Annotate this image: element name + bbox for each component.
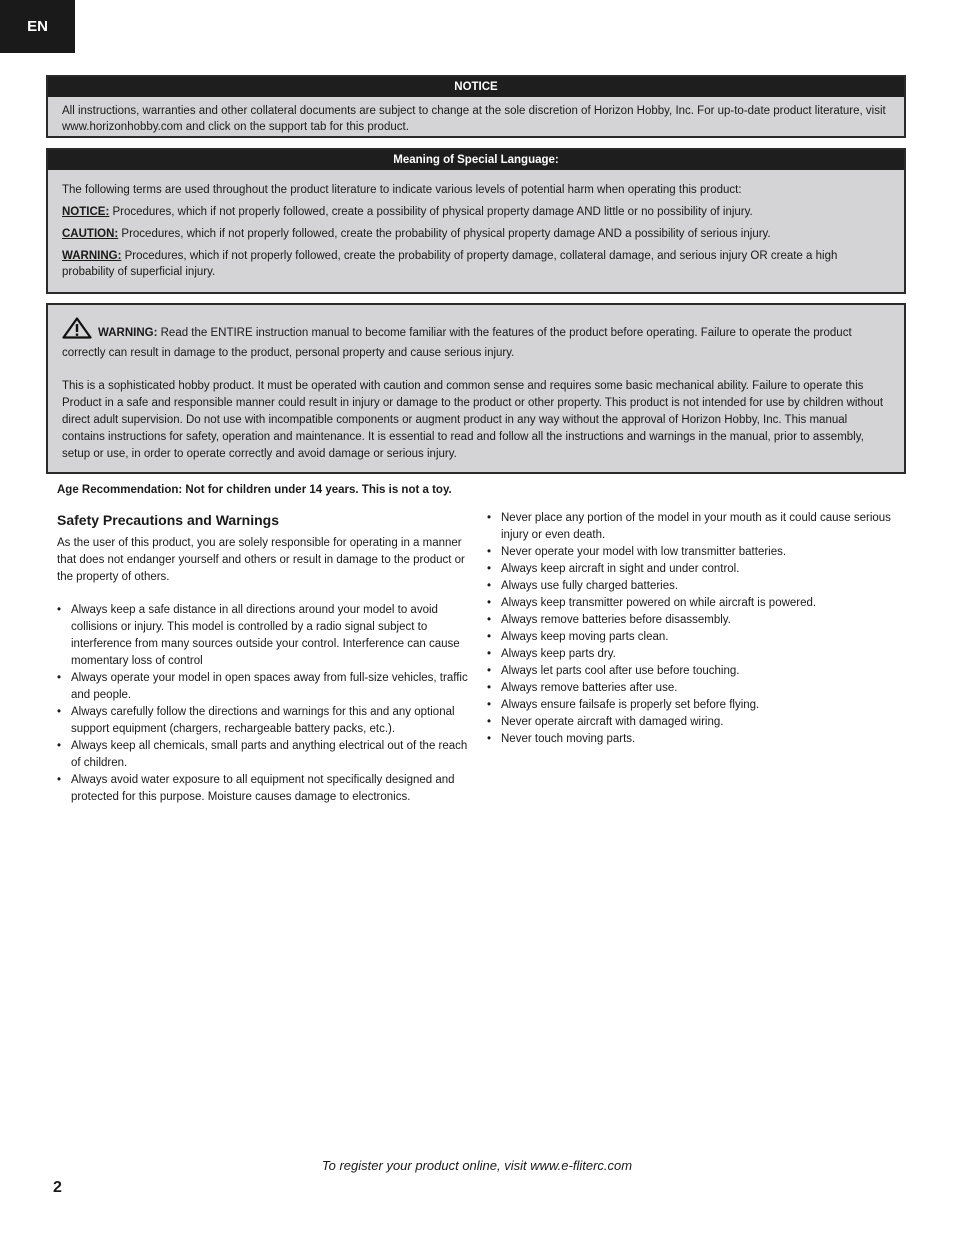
- term-warning-text: Procedures, which if not properly followed, create the probability of property damage, collateral damage, and serious injury OR create a high probability of superficial injury.: [62, 250, 838, 278]
- safety-title: Safety Precautions and Warnings: [57, 512, 279, 528]
- safety-right-column: [487, 510, 907, 748]
- registration-note: To register your product online, visit www.e-fliterc.com: [321, 1158, 633, 1173]
- term-warning: [62, 248, 890, 280]
- notice-text: All instructions, warranties and other collateral documents are subject to change at the sole discretion of Horizon Hobby, Inc. For up-to-date product literature, visit www.horizonhobby.com and click on the support tab for this product.: [62, 105, 886, 133]
- list-item: • Always avoid water exposure to all equipment not specifically designed and protected for this purpose. Moisture causes damage to electronics.: [57, 772, 469, 806]
- age-recommendation: Age Recommendation: Not for children under 14 years. This is not a toy.: [57, 484, 452, 496]
- safety-intro: As the user of this product, you are solely responsible for operating in a manner that does not endanger yourself and others or result in damage to the product or the property of others.: [57, 537, 465, 583]
- special-language-intro: The following terms are used throughout the product literature to indicate various levels of potential harm when operating this product:: [62, 184, 742, 196]
- list-item: • Never operate aircraft with damaged wiring.: [487, 714, 907, 731]
- list-item: • Always let parts cool after use before touching.: [487, 663, 907, 680]
- term-notice-text: Procedures, which if not properly followed, create a possibility of physical property damage AND little or no possibility of injury.: [109, 206, 753, 218]
- list-item: • Always operate your model in open spaces away from full-size vehicles, traffic and people.: [57, 670, 469, 704]
- safety-left-column: [57, 511, 469, 806]
- list-item: • Always keep aircraft in sight and under control.: [487, 561, 907, 578]
- warning-paragraph-2: This is a sophisticated hobby product. It must be operated with caution and common sense and requires some basic mechanical ability. Failure to operate this Product in a safe and responsible manner could result in injury or damage to the product or other property. This product is not intended for use by children without direct adult supervision. Do not use with incompatible components or augment product in any way without the approval of Horizon Hobby, Inc. This manual contains instructions for safety, operation and maintenance. It is essential to read and follow all the instructions and warnings in the manual, prior to assembly, setup or use, in order to operate correctly and avoid damage or serious injury.: [62, 380, 884, 460]
- list-item: • Always remove batteries after use.: [487, 680, 907, 697]
- special-language-box: [46, 148, 906, 294]
- list-item: • Always keep moving parts clean.: [487, 629, 907, 646]
- list-item: • Always keep transmitter powered on while aircraft is powered.: [487, 595, 907, 612]
- list-item: • Always use fully charged batteries.: [487, 578, 907, 595]
- page-number: 2: [53, 1179, 62, 1196]
- notice-box: [46, 75, 906, 138]
- notice-header: NOTICE: [48, 77, 904, 97]
- safety-right-list: [487, 510, 907, 748]
- list-item: • Always keep a safe distance in all directions around your model to avoid collisions or injury. This model is controlled by a radio signal subject to interference from many sources outside your control. Interference can cause momentary loss of control: [57, 602, 469, 670]
- term-notice-label: NOTICE:: [62, 206, 110, 218]
- list-item: • Always ensure failsafe is properly set before flying.: [487, 697, 907, 714]
- special-language-header: Meaning of Special Language:: [48, 150, 904, 170]
- language-tab-label: EN: [27, 18, 48, 35]
- warning-box: [46, 303, 906, 474]
- list-item: • Never touch moving parts.: [487, 731, 907, 748]
- language-tab: [0, 0, 75, 53]
- list-item: • Never place any portion of the model in your mouth as it could cause serious injury or even death.: [487, 510, 907, 544]
- term-caution-text: Procedures, which if not properly followed, create the probability of physical property damage AND a possibility of serious injury.: [118, 228, 771, 240]
- term-notice: [62, 204, 890, 220]
- list-item: • Never operate your model with low transmitter batteries.: [487, 544, 907, 561]
- warning-label: WARNING:: [98, 327, 158, 339]
- list-item: • Always keep all chemicals, small parts and anything electrical out of the reach of children.: [57, 738, 469, 772]
- warning-text-1: Read the ENTIRE instruction manual to become familiar with the features of the product before operating. Failure to operate the product correctly can result in damage to the product, personal property and cause serious injury.: [62, 327, 852, 359]
- term-caution: [62, 226, 890, 242]
- list-item: • Always carefully follow the directions and warnings for this and any optional support equipment (chargers, rechargeable battery packs, etc.).: [57, 704, 469, 738]
- warning-paragraph-1: [62, 317, 890, 362]
- warning-triangle-icon: [62, 317, 92, 345]
- term-warning-label: WARNING:: [62, 250, 122, 262]
- list-item: • Always keep parts dry.: [487, 646, 907, 663]
- term-caution-label: CAUTION:: [62, 228, 119, 240]
- safety-left-list: [57, 602, 469, 806]
- list-item: • Always remove batteries before disassembly.: [487, 612, 907, 629]
